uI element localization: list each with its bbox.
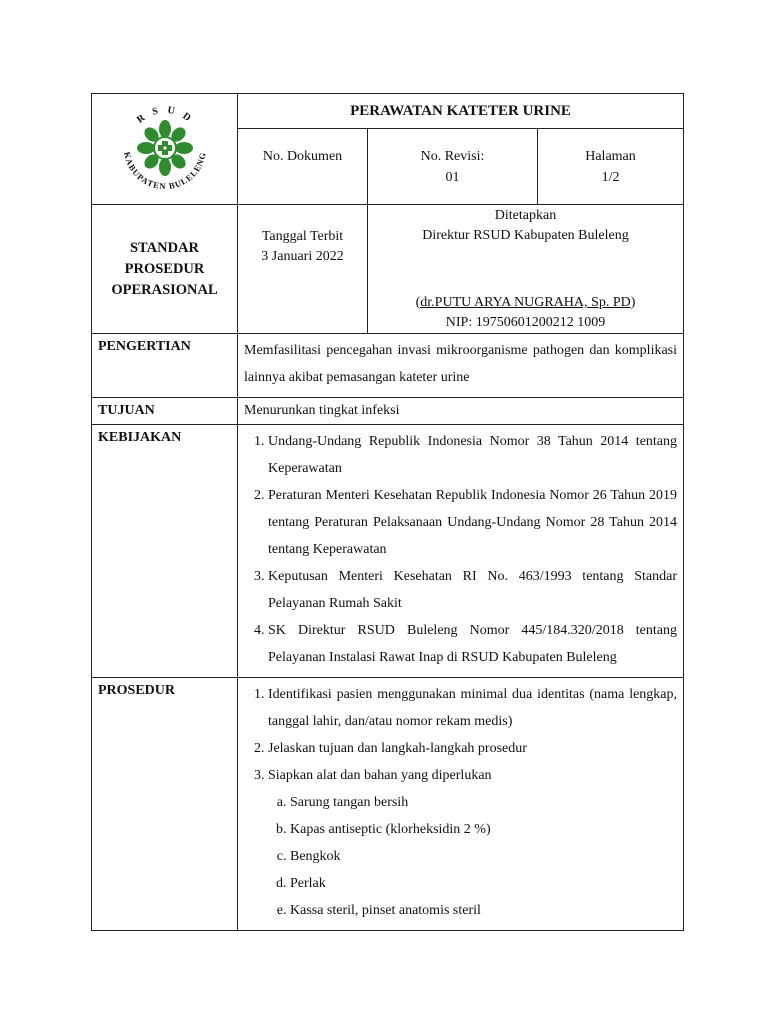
prosedur-content (238, 678, 684, 931)
alat-bahan-item: c. Bengkok (290, 843, 677, 870)
tujuan-text: Menurunkan tingkat infeksi (238, 398, 684, 425)
tanggal-terbit-value: 3 Januari 2022 (261, 249, 344, 264)
kebijakan-item: 3. Keputusan Menteri Kesehatan RI No. 463/1993 tentang Standar Pelayanan Rumah Sakit (268, 563, 677, 617)
no-revisi-value: 01 (445, 169, 460, 185)
pengertian-label: PENGERTIAN (92, 334, 238, 398)
prosedur-item: 2. Jelaskan tujuan dan langkah-langkah prosedur (268, 735, 677, 762)
sop-document (91, 93, 683, 931)
prosedur-item-text: Siapkan alat dan bahan yang diperlukan (268, 768, 492, 783)
flower-emblem-icon (137, 120, 193, 176)
signatory-name-text: dr.PUTU ARYA NUGRAHA, Sp. PD (420, 295, 631, 310)
tujuan-label: TUJUAN (92, 398, 238, 425)
sop-line-2: PROSEDUR (124, 260, 205, 277)
logo-cell (92, 94, 238, 205)
alat-bahan-list (268, 789, 677, 924)
prosedur-label: PROSEDUR (92, 678, 238, 931)
ditetapkan-cell (368, 205, 684, 334)
no-revisi-label: No. Revisi: (420, 148, 485, 164)
prosedur-list (244, 681, 677, 924)
logo-top-text: R S U D (134, 104, 195, 126)
sop-table (91, 93, 684, 931)
halaman-cell (538, 129, 684, 205)
sop-line-3: OPERASIONAL (111, 281, 218, 298)
tanggal-terbit-cell (238, 205, 368, 334)
prosedur-item (268, 762, 677, 924)
sign-open-paren: ( (415, 295, 421, 310)
halaman-value: 1/2 (601, 169, 620, 185)
no-dokumen-label: No. Dokumen (262, 149, 343, 164)
pengertian-text: Memfasilitasi pencegahan invasi mikroorganisme pathogen dan komplikasi lainnya akibat pemasangan kateter urine (238, 334, 684, 398)
signature-block (368, 293, 683, 333)
alat-bahan-item: b. Kapas antiseptic (klorheksidin 2 %) (290, 816, 677, 843)
no-revisi-cell (368, 129, 538, 205)
no-dokumen-cell (238, 129, 368, 205)
kebijakan-label: KEBIJAKAN (92, 425, 238, 678)
sop-label-cell (92, 205, 238, 334)
ditetapkan-label: Ditetapkan (494, 208, 557, 223)
halaman-label: Halaman (585, 148, 636, 164)
direktur-title: Direktur RSUD Kabupaten Buleleng (422, 228, 629, 243)
kebijakan-list (244, 428, 677, 671)
rsud-logo (110, 96, 220, 196)
document-title: PERAWATAN KATETER URINE (238, 94, 684, 129)
signatory-nip: NIP: 19750601200212 1009 (445, 315, 606, 330)
kebijakan-item: 4. SK Direktur RSUD Buleleng Nomor 445/184.320/2018 tentang Pelayanan Instalasi Rawat Inap di RSUD Kabupaten Buleleng (268, 617, 677, 671)
kebijakan-item: 1. Undang-Undang Republik Indonesia Nomor 38 Tahun 2014 tentang Keperawatan (268, 428, 677, 482)
alat-bahan-item: e. Kassa steril, pinset anatomis steril (290, 897, 677, 924)
signatory-name (368, 293, 683, 313)
kebijakan-item: 2. Peraturan Menteri Kesehatan Republik Indonesia Nomor 26 Tahun 2019 tentang Peraturan Pelaksanaan Undang-Undang Nomor 28 Tahun 2014 tentang Keperawatan (268, 482, 677, 563)
sign-close-paren: ) (630, 295, 636, 310)
tanggal-terbit-label: Tanggal Terbit (261, 229, 344, 244)
prosedur-item: 1. Identifikasi pasien menggunakan minimal dua identitas (nama lengkap, tanggal lahir, dan/atau nomor rekam medis) (268, 681, 677, 735)
logo-bottom-text: KABUPATEN BULELENG (121, 150, 208, 191)
sop-line-1: STANDAR (129, 239, 200, 256)
alat-bahan-item: d. Perlak (290, 870, 677, 897)
alat-bahan-item: a. Sarung tangan bersih (290, 789, 677, 816)
kebijakan-content (238, 425, 684, 678)
